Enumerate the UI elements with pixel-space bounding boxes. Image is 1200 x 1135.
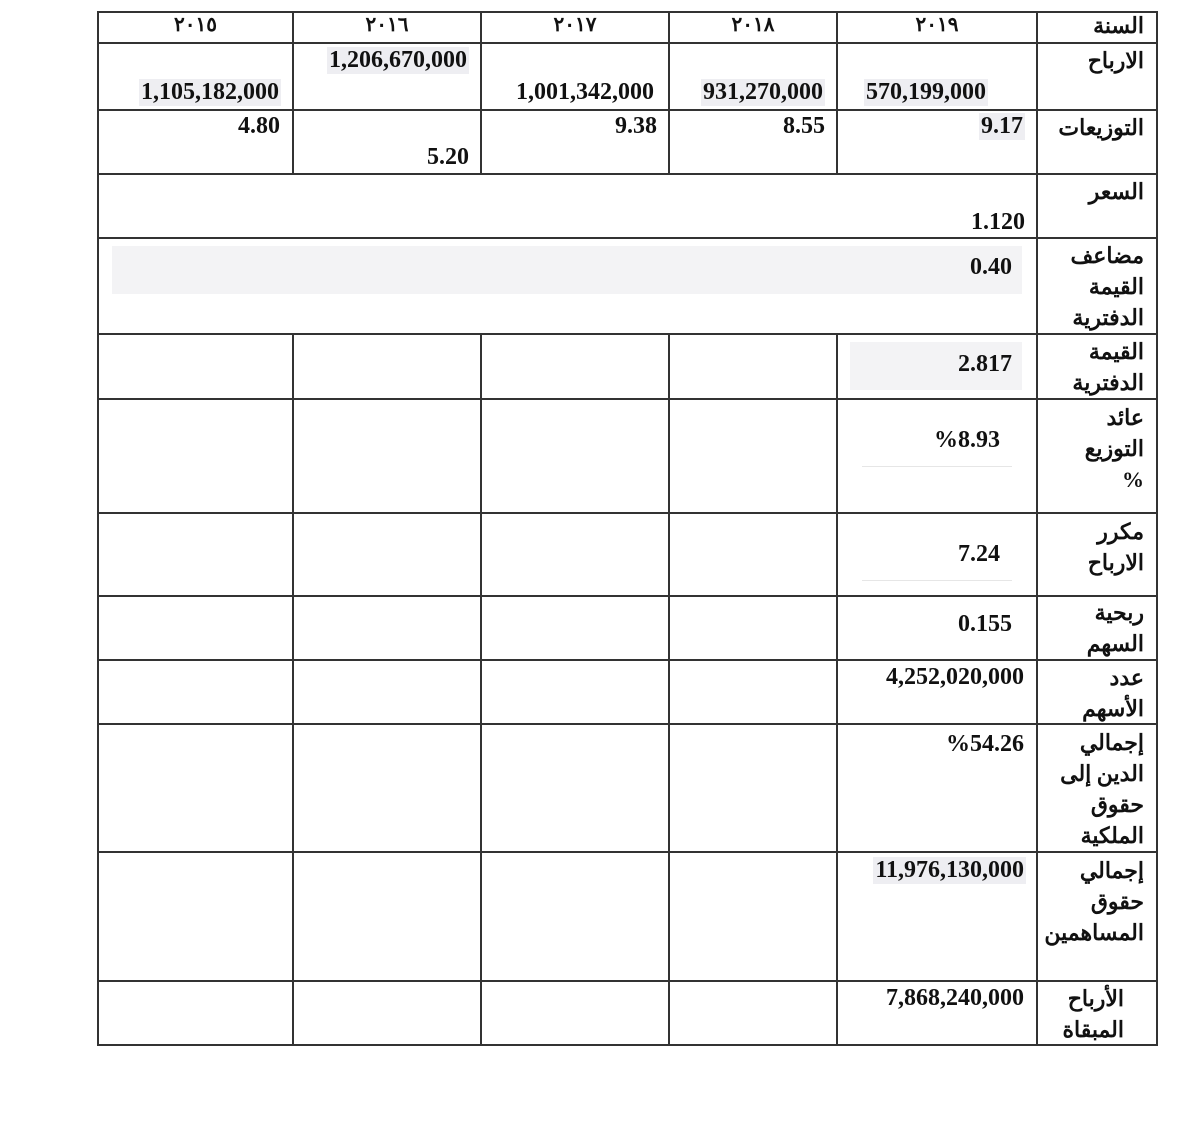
row-divider bbox=[97, 398, 1158, 400]
dividend-2016: 5.20 bbox=[427, 144, 469, 170]
column-divider bbox=[668, 333, 670, 1046]
pb-multiple-value: 0.40 bbox=[970, 254, 1012, 280]
eps-value: 0.155 bbox=[958, 611, 1012, 637]
row-divider bbox=[97, 237, 1158, 239]
row-divider bbox=[97, 109, 1158, 111]
debt-to-equity-value: %54.26 bbox=[946, 731, 1024, 757]
dividend-yield-label: عائد التوزيع % bbox=[1084, 405, 1144, 492]
profit-2019: 570,199,000 bbox=[866, 79, 986, 105]
row-divider bbox=[97, 851, 1158, 853]
year-2018: ٢٠١٨ bbox=[731, 14, 775, 36]
dividend-2019: 9.17 bbox=[981, 113, 1023, 139]
pb-multiple-label: مضاعف القيمة الدفترية bbox=[1070, 243, 1144, 330]
cell-underline bbox=[862, 466, 1012, 467]
cell-underline bbox=[862, 580, 1012, 581]
column-divider bbox=[292, 333, 294, 1046]
column-divider bbox=[836, 333, 838, 1046]
dividend-yield-value: %8.93 bbox=[934, 427, 1000, 453]
book-value: 2.817 bbox=[958, 351, 1012, 377]
row-divider bbox=[97, 42, 1158, 44]
row-divider bbox=[97, 595, 1158, 597]
pe-multiple-label: مكرر الارباح bbox=[1087, 519, 1144, 575]
debt-to-equity-label: إجمالي الدين إلى حقوق الملكية bbox=[1060, 730, 1144, 848]
row-divider bbox=[97, 173, 1158, 175]
row-divider bbox=[97, 723, 1158, 725]
profits-label: الارباح bbox=[1087, 48, 1144, 73]
column-divider bbox=[480, 333, 482, 1046]
year-2015: ٢٠١٥ bbox=[174, 14, 217, 36]
row-divider bbox=[97, 659, 1158, 661]
pb-row-shading bbox=[112, 246, 1022, 294]
profit-2017: 1,001,342,000 bbox=[516, 79, 654, 105]
header-year-label: السنة bbox=[1093, 13, 1144, 38]
row-divider bbox=[97, 333, 1158, 335]
profit-2015: 1,105,182,000 bbox=[141, 79, 279, 105]
year-2016: ٢٠١٦ bbox=[365, 14, 409, 36]
total-equity-label: إجمالي حقوق المساهمين bbox=[1044, 858, 1144, 945]
pe-multiple-value: 7.24 bbox=[958, 541, 1000, 567]
shares-value: 4,252,020,000 bbox=[886, 664, 1024, 690]
dividend-2018: 8.55 bbox=[783, 113, 825, 139]
price-label: السعر bbox=[1088, 179, 1144, 204]
shares-label: عدد الأسهم bbox=[1082, 665, 1144, 721]
profit-2018: 931,270,000 bbox=[703, 79, 823, 105]
year-2019: ٢٠١٩ bbox=[915, 14, 959, 36]
dividend-2015: 4.80 bbox=[238, 113, 280, 139]
dividend-2017: 9.38 bbox=[615, 113, 657, 139]
retained-earnings-value: 7,868,240,000 bbox=[886, 985, 1024, 1011]
price-value: 1.120 bbox=[971, 209, 1025, 235]
retained-earnings-label: الأرباح المبقاة bbox=[1062, 986, 1124, 1042]
profit-2016: 1,206,670,000 bbox=[329, 47, 467, 73]
financial-table bbox=[97, 11, 1158, 1046]
row-divider bbox=[97, 512, 1158, 514]
dividends-label: التوزيعات bbox=[1058, 115, 1144, 140]
total-equity-value: 11,976,130,000 bbox=[875, 857, 1024, 883]
year-2017: ٢٠١٧ bbox=[553, 14, 597, 36]
book-value-label: القيمة الدفترية bbox=[1072, 339, 1144, 395]
eps-label: ربحية السهم bbox=[1086, 600, 1144, 656]
row-divider bbox=[97, 980, 1158, 982]
